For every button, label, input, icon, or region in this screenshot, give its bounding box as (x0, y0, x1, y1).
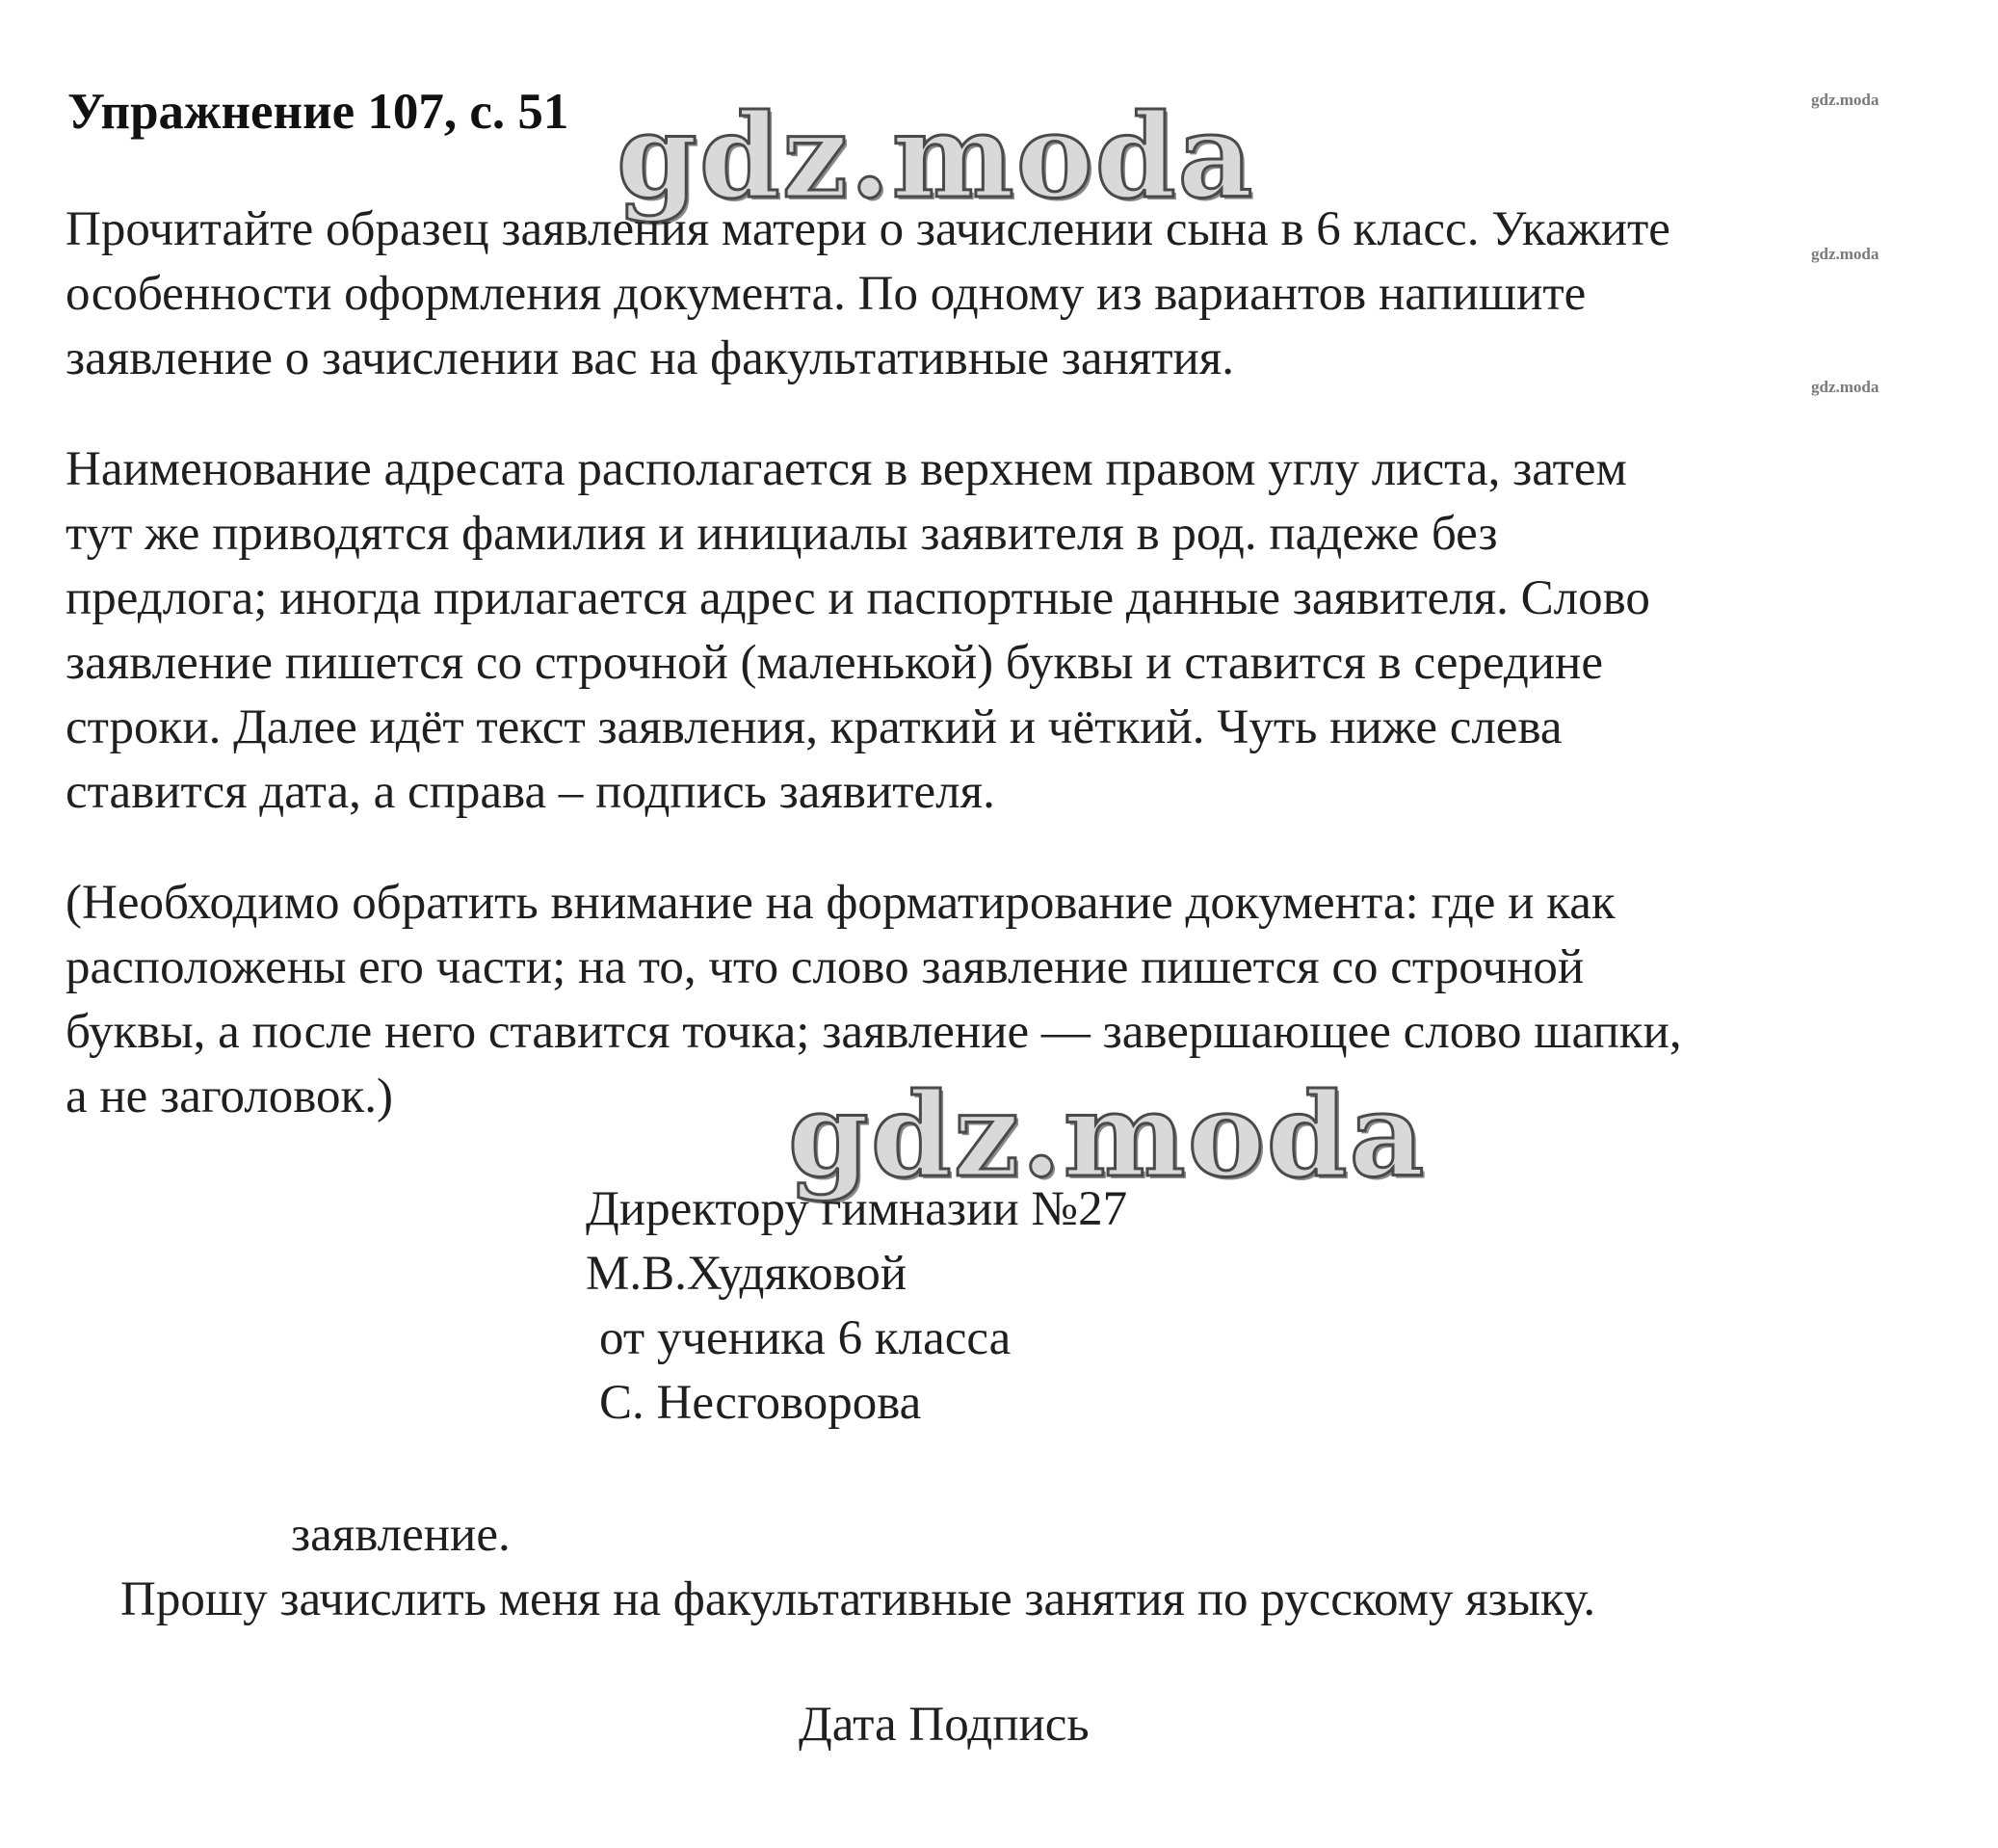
note-line: (Необходимо обратить внимание на форматирование документа: где и как (66, 876, 1616, 930)
answer-line: строки. Далее идёт текст заявления, краткий и чёткий. Чуть ниже слева (66, 700, 1563, 754)
task-text (66, 198, 1670, 391)
exercise-heading: Упражнение 107, с. 51 (67, 84, 569, 140)
answer-line: Наименование адресата располагается в верхнем правом углу листа, затем (66, 442, 1627, 496)
answer-line: предлога; иногда прилагается адрес и паспортные данные заявителя. Слово (66, 571, 1650, 625)
date-signature: Дата Подпись (799, 1698, 1090, 1752)
document-title: заявление. (291, 1508, 511, 1562)
watermark-small-1: gdz.moda (1811, 91, 1880, 109)
sender-name: С. Несговорова (599, 1376, 922, 1430)
document-body: Прошу зачислить меня на факультативные занятия по русскому языку. (120, 1572, 1596, 1626)
watermark-small-3: gdz.moda (1811, 378, 1880, 396)
note-line: расположены его части; на то, что слово заявление пишется со строчной (66, 940, 1585, 994)
answer-text (66, 437, 1650, 825)
watermark-logo-middle: gdz.moda (788, 1068, 1427, 1203)
sender-line: от ученика 6 класса (599, 1311, 1012, 1365)
answer-line: заявление пишется со строчной (маленькой) буквы и ставится в середине (66, 636, 1603, 690)
watermark-logo-top: gdz.moda (617, 89, 1255, 224)
task-line: заявление о зачислении вас на факультативные занятия. (66, 331, 1235, 385)
answer-line: ставится дата, а справа – подпись заявителя. (66, 765, 995, 819)
task-line: Прочитайте образец заявления матери о зачислении сына в 6 класс. Укажите (66, 202, 1670, 256)
note-line: а не заголовок.) (66, 1069, 394, 1123)
task-line: особенности оформления документа. По одному из вариантов напишите (66, 267, 1587, 321)
recipient-name: М.В.Худяковой (586, 1247, 907, 1301)
note-line: буквы, а после него ставится точка; заявление — завершающее слово шапки, (66, 1005, 1682, 1059)
recipient-line: Директору гимназии №27 (586, 1182, 1128, 1236)
answer-line: тут же приводятся фамилия и инициалы заявителя в род. падеже без (66, 507, 1498, 561)
watermark-small-2: gdz.moda (1811, 245, 1880, 263)
